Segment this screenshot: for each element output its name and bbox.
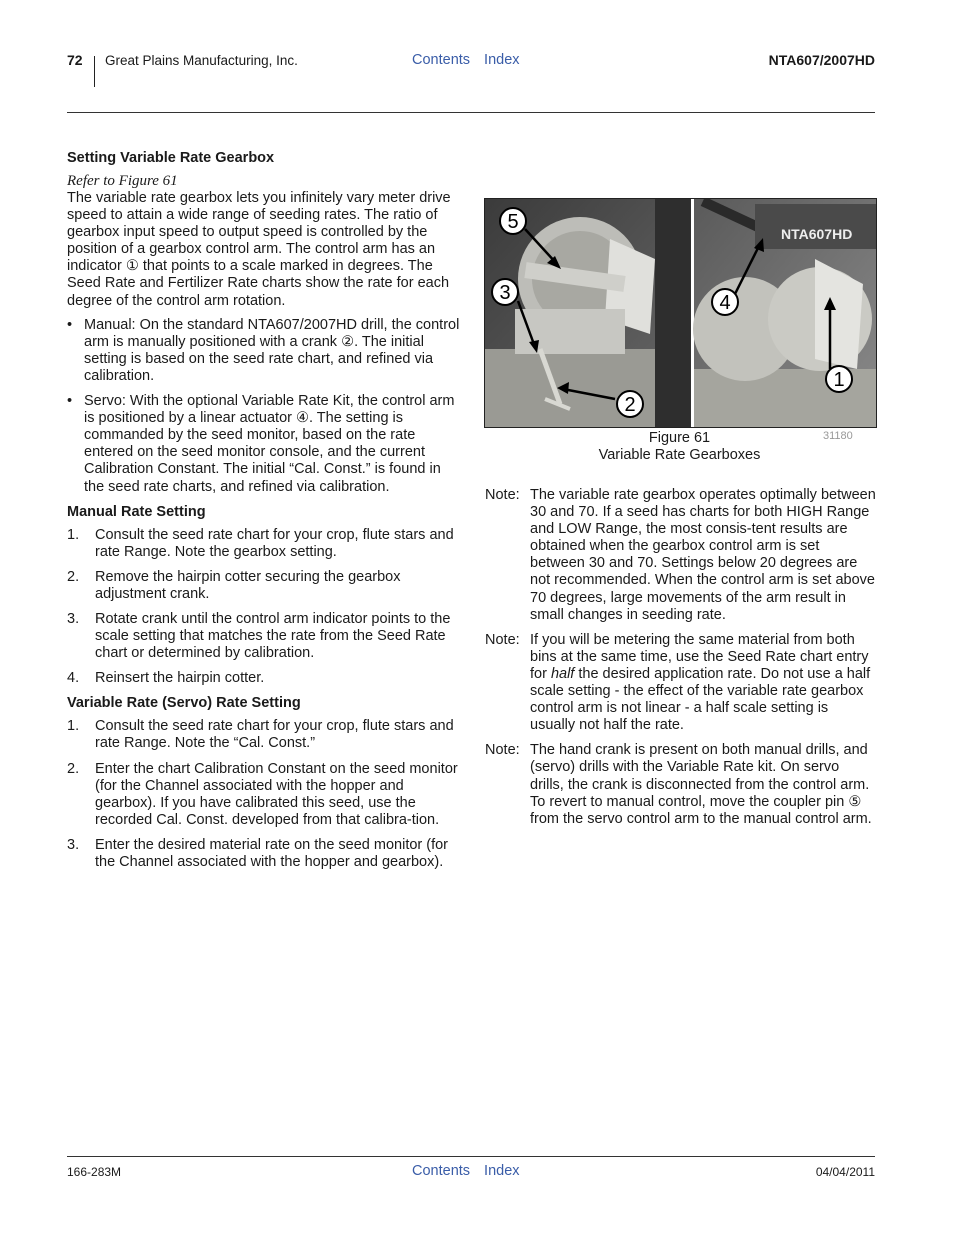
callout-1: 1 [833, 369, 845, 391]
manual-steps [67, 527, 462, 688]
list-item: 1. Consult the seed rate chart for your crop, flute stars and rate Range. Note the gearbox setting. [67, 526, 454, 560]
servo-steps [67, 718, 462, 871]
figure-id: 31180 [823, 430, 853, 442]
footer-rule [67, 1156, 875, 1157]
callout-5: 5 [507, 211, 519, 233]
list-item: 3. Rotate crank until the control arm indicator points to the scale setting that matches the rate from the Seed Rate chart or determined by calibration. [67, 610, 451, 662]
document-number: 166-283M [67, 1165, 122, 1179]
note-text: The hand crank is present on both manual drills, and (servo) drills with the Variable Rate kit. On servo drills, the crank is disconnected from the control arm. To revert to manual control, move the coupler pin ⑤ from the servo control arm to the manual control arm. [530, 742, 872, 827]
list-item: 4. Reinsert the hairpin cotter. [67, 670, 265, 687]
figure-reference: Refer to Figure 61 [67, 173, 178, 189]
note-emphasis: half [550, 665, 575, 682]
footer-nav [412, 1163, 534, 1179]
note [485, 742, 877, 827]
header-nav [412, 52, 534, 68]
company-name: Great Plains Manufacturing, Inc. [105, 53, 298, 68]
section-heading: Setting Variable Rate Gearbox [67, 150, 275, 166]
note-text: If you will be metering the same material from both bins at the same time, use the Seed Rate chart entry for [530, 631, 869, 682]
note-label: Note: [485, 742, 520, 759]
contents-link[interactable]: Contents [412, 52, 471, 68]
publish-date: 04/04/2011 [815, 1165, 875, 1179]
list-item: 2. Remove the hairpin cotter securing the gearbox adjustment crank. [67, 568, 401, 602]
model-name: NTA607/2007HD [768, 52, 875, 68]
list-item: 1. Consult the seed rate chart for your crop, flute stars and rate Range. Note the “Cal. Const.” [67, 718, 454, 752]
photo-label: NTA607HD [781, 226, 853, 242]
list-item: • Servo: With the optional Variable Rate Kit, the control arm is positioned by a linear actuator ④. The setting is commanded by the seed monitor, based on the rate entered on the seed monitor console, and the current Calibration Constant. The initial “Cal. Const.” is found in the seed rate charts, and refined via calibration. [67, 393, 462, 496]
callout-2: 2 [624, 394, 636, 416]
note-label: Note: [485, 631, 520, 648]
mode-list [67, 317, 462, 496]
note [485, 632, 877, 735]
intro-paragraph: The variable rate gearbox lets you infinitely vary meter drive speed to attain a wide range of seeding rates. The ratio of gearbox input speed to output speed is controlled by the position of a gearbox control arm. The control arm has an indicator ① that points to a scale marked in degrees. The Seed Rate and Fertilizer Rate charts show the rate for each degree of the control arm rotation. [67, 190, 451, 309]
index-link[interactable]: Index [484, 1163, 520, 1179]
list-item: 3. Enter the desired material rate on the seed monitor (for the Channel associated with the hopper and gearbox). [67, 836, 449, 870]
servo-heading: Variable Rate (Servo) Rate Setting [67, 695, 301, 712]
callout-4: 4 [719, 292, 731, 314]
note-text: The variable rate gearbox operates optimally between 30 and 70. If a seed has charts for both HIGH Range and LOW Range, the most consis-tent results are obtained when the gearbox control arm is set between 30 and 70. Settings below 20 degrees are not recommended. When the control arm is set above 70 degrees, large movements of the arm result in small changes in seeding rate. [530, 487, 876, 623]
note-text: the desired application rate. Do not use a half scale setting - the effect of the variable rate gearbox control arm is not linear - a half scale setting is usually not half the rate. [530, 665, 871, 734]
left-column [67, 150, 462, 879]
note-label: Note: [485, 487, 520, 503]
manual-heading: Manual Rate Setting [67, 503, 206, 520]
figure-title: Variable Rate Gearboxes [598, 447, 761, 463]
contents-link[interactable]: Contents [412, 1163, 471, 1179]
list-item: 2. Enter the chart Calibration Constant on the seed monitor (for the Channel associated with the hopper and gearbox). If you have calibrated this seed, use the recorded Cal. Const. developed from that calibra-tion. [67, 760, 458, 828]
note [485, 487, 877, 624]
callout-3: 3 [499, 282, 511, 304]
index-link[interactable]: Index [484, 52, 520, 68]
gearbox-figure [484, 198, 877, 428]
figure-number: Figure 61 [648, 430, 711, 446]
gearbox-photo [485, 199, 876, 427]
header-divider [94, 56, 95, 87]
header-rule [67, 112, 875, 113]
list-item: • Manual: On the standard NTA607/2007HD drill, the control arm is manually positioned with a crank ②. The initial setting is based on the seed rate chart, and refined via calibration. [67, 317, 462, 385]
notes-column [485, 487, 877, 836]
page-number: 72 [67, 52, 83, 68]
figure-caption [484, 430, 875, 464]
